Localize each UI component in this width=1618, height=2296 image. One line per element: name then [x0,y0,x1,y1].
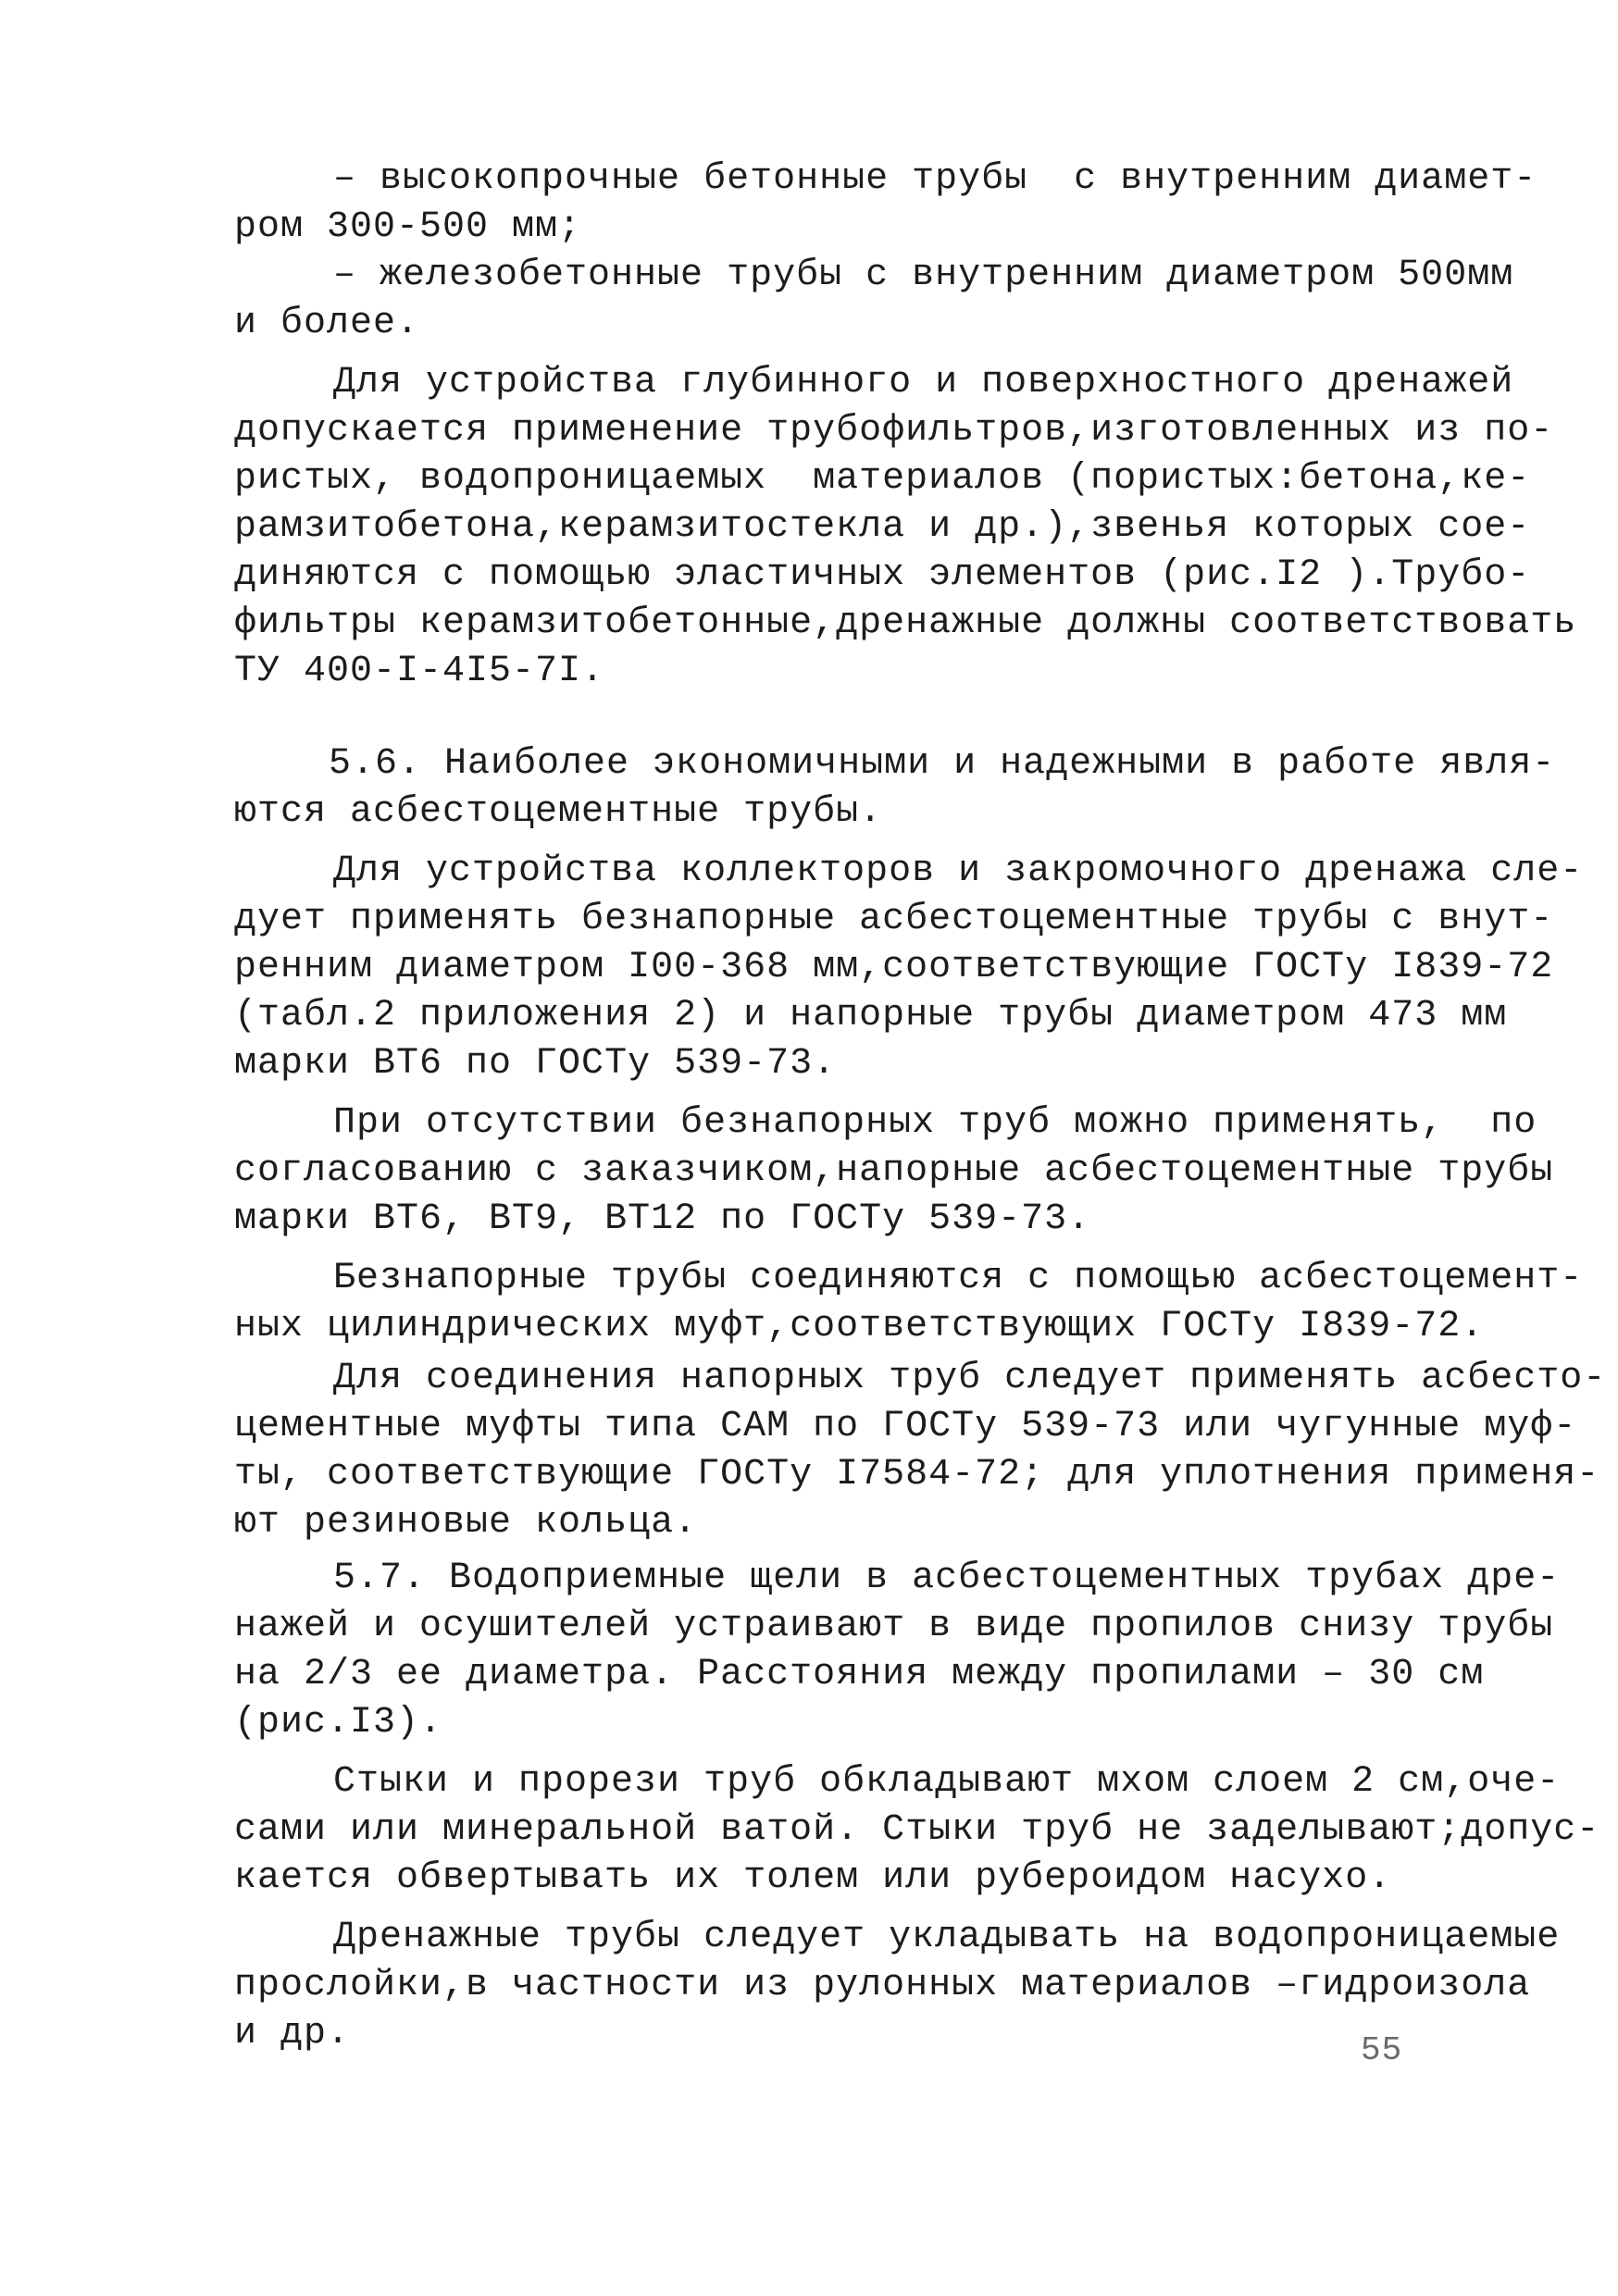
text-line: ренним диаметром I00-368 мм,соответствующие ГОСТу I839-72 [234,947,1554,988]
text-line: марки ВТ6, ВТ9, ВТ12 по ГОСТу 539-73. [234,1198,1091,1240]
text-line: сами или минеральной ватой. Стыки труб не заделывают;допус- [234,1809,1600,1851]
text-line: прослойки,в частности из рулонных материалов –гидроизола [234,1965,1531,2006]
text-line: рамзитобетона,керамзитостекла и др.),звенья которых сое- [234,506,1531,548]
text-line: Для соединения напорных труб следует применять асбесто- [333,1358,1607,1399]
text-line: ром 300-500 мм; [234,206,582,248]
text-line: дует применять безнапорные асбестоцементные трубы с внут- [234,899,1554,940]
text-line: Для устройства глубинного и поверхностного дренажей [333,362,1514,403]
text-line: фильтры керамзитобетонные,дренажные должны соответствовать [234,602,1577,644]
text-line: Для устройства коллекторов и закромочного дренажа сле- [333,850,1584,892]
text-line: ТУ 400-I-4I5-7I. [234,651,605,692]
text-line: При отсутствии безнапорных труб можно применять, по [333,1102,1537,1144]
text-line: – железобетонные трубы с внутренним диаметром 500мм [333,254,1514,296]
text-line: Безнапорные трубы соединяются с помощью асбестоцемент- [333,1258,1584,1299]
text-line: нажей и осушителей устраивают в виде пропилов снизу трубы [234,1606,1554,1647]
text-line: (табл.2 приложения 2) и напорные трубы диаметром 473 мм [234,995,1508,1036]
text-line: 5.7. Водоприемные щели в асбестоцементных трубах дре- [333,1558,1561,1599]
text-line: 5.6. Наиболее экономичными и надежными в работе явля- [329,743,1556,785]
text-line: Стыки и прорези труб обкладывают мхом слоем 2 см,оче- [333,1761,1561,1803]
text-line: – высокопрочные бетонные трубы с внутренним диамет- [333,158,1537,200]
text-line: и более. [234,303,420,344]
text-line: допускается применение трубофильтров,изготовленных из по- [234,410,1554,452]
text-line: (рис.I3). [234,1702,443,1744]
page-number: 55 [1361,2031,1403,2069]
text-line: Дренажные трубы следует укладывать на водопроницаемые [333,1917,1561,1958]
text-line: ты, соответствующие ГОСТу I7584-72; для уплотнения применя- [234,1454,1600,1496]
text-line: марки ВТ6 по ГОСТу 539-73. [234,1043,837,1085]
text-line: кается обвертывать их толем или рубероидом насухо. [234,1857,1392,1899]
text-line: ют резиновые кольца. [234,1502,698,1544]
text-line: ристых, водопроницаемых материалов (пористых:бетона,ке- [234,458,1531,500]
text-line: ются асбестоцементные трубы. [234,791,883,833]
text-line: диняются с помощью эластичных элементов (рис.I2 ).Трубо- [234,554,1531,596]
text-line: согласованию с заказчиком,напорные асбестоцементные трубы [234,1150,1554,1192]
text-line: цементные муфты типа САМ по ГОСТу 539-73 или чугунные муф- [234,1406,1577,1447]
text-line: ных цилиндрических муфт,соответствующих ГОСТу I839-72. [234,1306,1485,1347]
text-line: на 2/3 ее диаметра. Расстояния между пропилами – 30 см [234,1654,1485,1695]
text-line: и др. [234,2013,351,2054]
